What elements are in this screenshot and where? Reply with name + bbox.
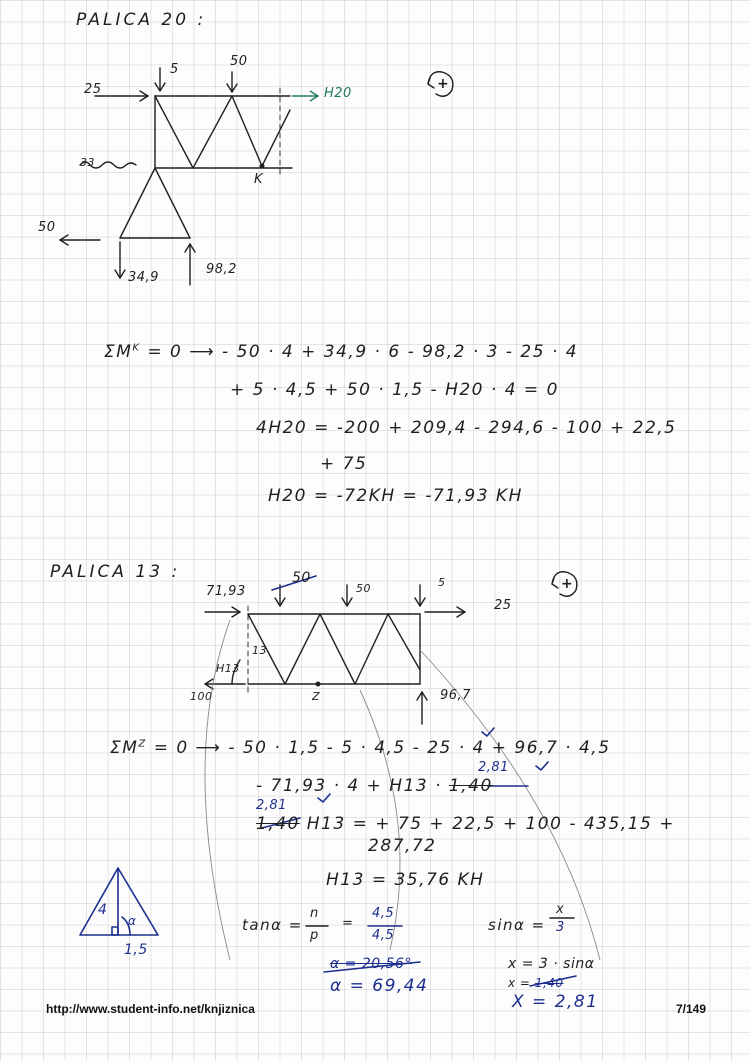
sin-line-2-struck: 1,40: [534, 976, 564, 990]
load-label-5: 5: [438, 576, 446, 589]
equation-moment-k-terms: = 0 ⟶ - 50 · 4 + 34,9 · 6 - 98,2 · 3 - 25 · 4: [147, 342, 579, 362]
correction-value: 2,81: [478, 760, 509, 775]
rotation-sign-plus: +: [437, 76, 450, 92]
triangle-label-alpha: α: [128, 914, 137, 928]
label-scribble: 33: [80, 156, 95, 169]
sin-line-2: [508, 976, 564, 990]
label-100: 100: [190, 690, 213, 703]
sin-line-2-prefix: x =: [508, 976, 531, 990]
label-13: 13: [252, 644, 267, 657]
equation-line-4: 287,72: [368, 836, 437, 856]
load-label-50-left: 50: [38, 220, 56, 235]
equation-moment-k: [104, 342, 578, 362]
tan-result: α = 69,44: [330, 976, 429, 996]
load-label-25: 25: [84, 82, 102, 97]
equation-result-h20: H20 = -72KH = -71,93 KH: [268, 486, 523, 506]
tan-numerator-value: 4,5: [372, 906, 395, 921]
reaction-label-982: 98,2: [206, 262, 237, 277]
sum-moment-symbol: ΣM: [110, 738, 139, 758]
sin-line-1: x = 3 · sinα: [508, 956, 595, 972]
triangle-label-4: 4: [98, 902, 108, 918]
tan-denominator-value: 4,5: [372, 928, 395, 943]
equation-line-2: [256, 776, 493, 796]
label-h20: H20: [324, 86, 352, 101]
tan-denominator: p: [310, 928, 319, 943]
reaction-label-349: 34,9: [128, 270, 159, 285]
moment-point-k: K: [132, 342, 141, 354]
load-label-7193: 71,93: [206, 584, 246, 599]
tan-lhs: tanα =: [242, 916, 303, 934]
rotation-sign-plus: +: [561, 576, 574, 592]
footer-page-number: 7/149: [676, 1002, 707, 1016]
equation-line-3: 4H20 = -200 + 209,4 - 294,6 - 100 + 22,5: [256, 418, 677, 438]
equation-moment-z-terms: = 0 ⟶ - 50 · 1,5 - 5 · 4,5 - 25 · 4 + 96,7 · 4,5: [153, 738, 611, 758]
correction-value: 2,81: [256, 798, 287, 813]
moment-point-z: Z: [138, 738, 147, 750]
triangle-sketch[interactable]: [80, 868, 158, 935]
section-title-palica-20: PALICA 20 :: [76, 10, 207, 30]
equation-line-2-text: - 71,93 · 4 + H13 ·: [256, 776, 443, 796]
sin-result: X = 2,81: [512, 992, 599, 1012]
label-k: K: [254, 172, 264, 187]
sin-lhs: sinα =: [488, 916, 546, 934]
triangle-label-15: 1,5: [124, 942, 148, 958]
sin-numerator: x: [556, 902, 565, 917]
label-h13: H13: [216, 662, 240, 675]
tan-numerator: n: [310, 906, 319, 921]
label-z: Z: [312, 690, 321, 703]
section-title-palica-13: PALICA 13 :: [50, 562, 181, 582]
struck-value: 1,40: [256, 814, 300, 834]
load-label-5: 5: [170, 62, 179, 77]
sin-denominator: 3: [556, 920, 565, 935]
tan-equals: =: [342, 916, 354, 931]
equation-line-2: + 5 · 4,5 + 50 · 1,5 - H20 · 4 = 0: [230, 380, 559, 400]
equation-moment-z: [110, 738, 611, 758]
equation-line-3: [256, 814, 675, 834]
load-label-50-struck: 50: [292, 570, 311, 586]
equation-line-3-text: H13 = + 75 + 22,5 + 100 - 435,15 +: [306, 814, 675, 834]
load-label-50: 50: [356, 582, 371, 595]
tan-struck-value: α = 20,56°: [330, 956, 412, 972]
load-label-50: 50: [230, 54, 248, 69]
struck-value: 1,40: [448, 776, 493, 796]
equation-line-4: + 75: [320, 454, 368, 474]
reaction-label-967: 96,7: [440, 688, 471, 703]
equation-result-h13: H13 = 35,76 KH: [326, 870, 485, 890]
load-label-25: 25: [494, 598, 512, 613]
footer-url-link[interactable]: http://www.student-info.net/knjiznica: [46, 1002, 255, 1016]
sum-moment-symbol: ΣM: [104, 342, 133, 362]
